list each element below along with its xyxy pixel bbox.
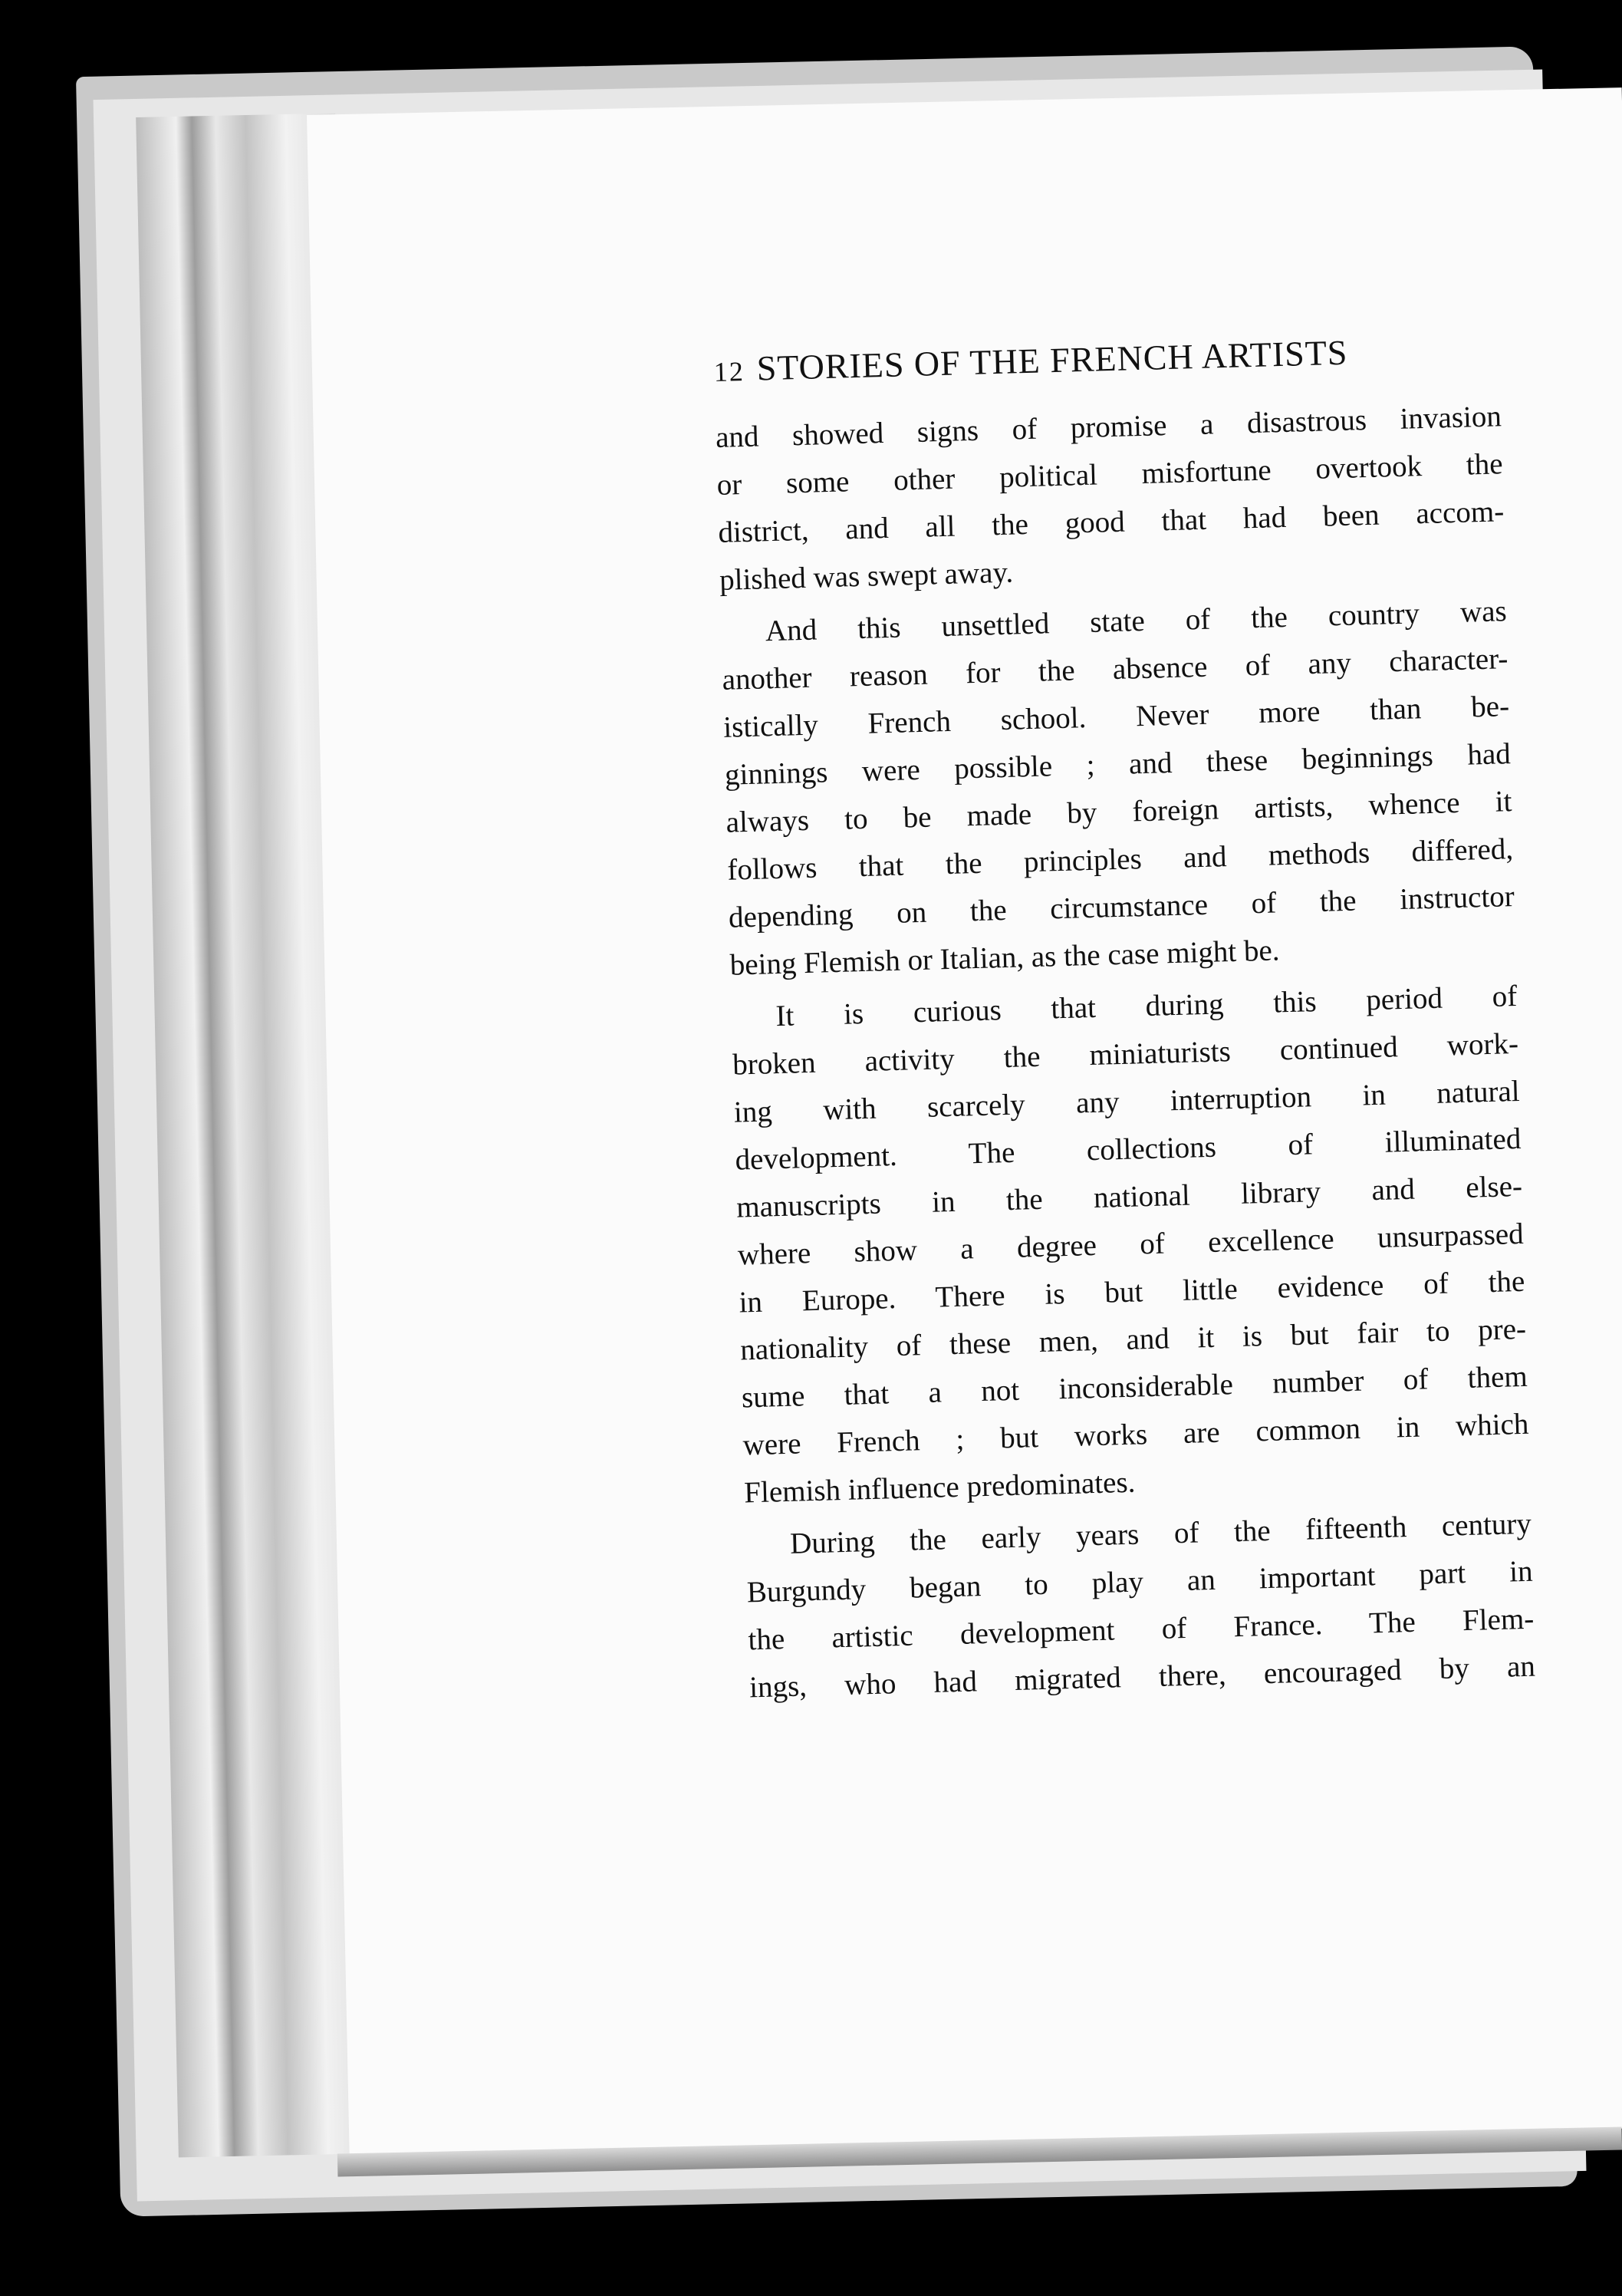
text-line: were French ; but works are common in which	[742, 1407, 1529, 1462]
text-line: depending on the circumstance of the instructor	[728, 880, 1515, 934]
text-line: manuscripts in the national library and else-	[735, 1169, 1523, 1224]
text-line: ings, who had migrated there, encouraged by an	[748, 1649, 1536, 1705]
text-line: always to be made by foreign artists, whence it	[725, 785, 1512, 839]
text-line: or some other political misfortune overtook the	[716, 447, 1504, 502]
text-line: ing with scarcely any interruption in natural	[733, 1074, 1521, 1129]
text-line: nationality of these men, and it is but fair to pre-	[739, 1312, 1527, 1367]
text-line: broken activity the miniaturists continued work-	[732, 1026, 1519, 1082]
text-line: in Europe. There is but little evidence of the	[739, 1264, 1525, 1319]
text-line: ginnings were possible ; and these beginnings had	[724, 737, 1512, 792]
paragraph-2	[720, 588, 1516, 990]
text-line: And this unsettled state of the country was	[765, 595, 1508, 648]
text-line: and showed signs of promise a disastrous invasion	[715, 400, 1502, 454]
text-line: another reason for the absence of any character-	[722, 642, 1508, 697]
running-title: STORIES OF THE FRENCH ARTISTS	[756, 332, 1349, 388]
text-line: Flemish influence predominates.	[743, 1465, 1136, 1510]
text-line: district, and all the good that had been accom-	[717, 495, 1505, 549]
text-block	[713, 328, 1536, 1716]
text-line: where show a degree of excellence unsurpassed	[737, 1217, 1525, 1272]
text-line: Burgundy began to play an important part in	[746, 1554, 1534, 1609]
text-line: the artistic development of France. The Flem-	[747, 1602, 1535, 1657]
text-line: During the early years of the fifteenth century	[789, 1507, 1532, 1560]
text-line: sume that a not inconsiderable number of them	[741, 1359, 1528, 1415]
text-line: It is curious that during this period of	[775, 979, 1518, 1033]
paragraph-1	[715, 393, 1505, 604]
page-number: 12	[713, 355, 745, 387]
text-line: development. The collections of illuminated	[735, 1122, 1522, 1177]
paragraph-4	[745, 1500, 1535, 1712]
text-line: follows that the principles and methods differed,	[726, 832, 1514, 887]
text-line: istically French school. Never more than be-	[722, 690, 1510, 744]
text-line: being Flemish or Italian, as the case might be.	[729, 934, 1281, 982]
text-line: plished was swept away.	[719, 555, 1014, 597]
paragraph-3	[731, 973, 1531, 1517]
